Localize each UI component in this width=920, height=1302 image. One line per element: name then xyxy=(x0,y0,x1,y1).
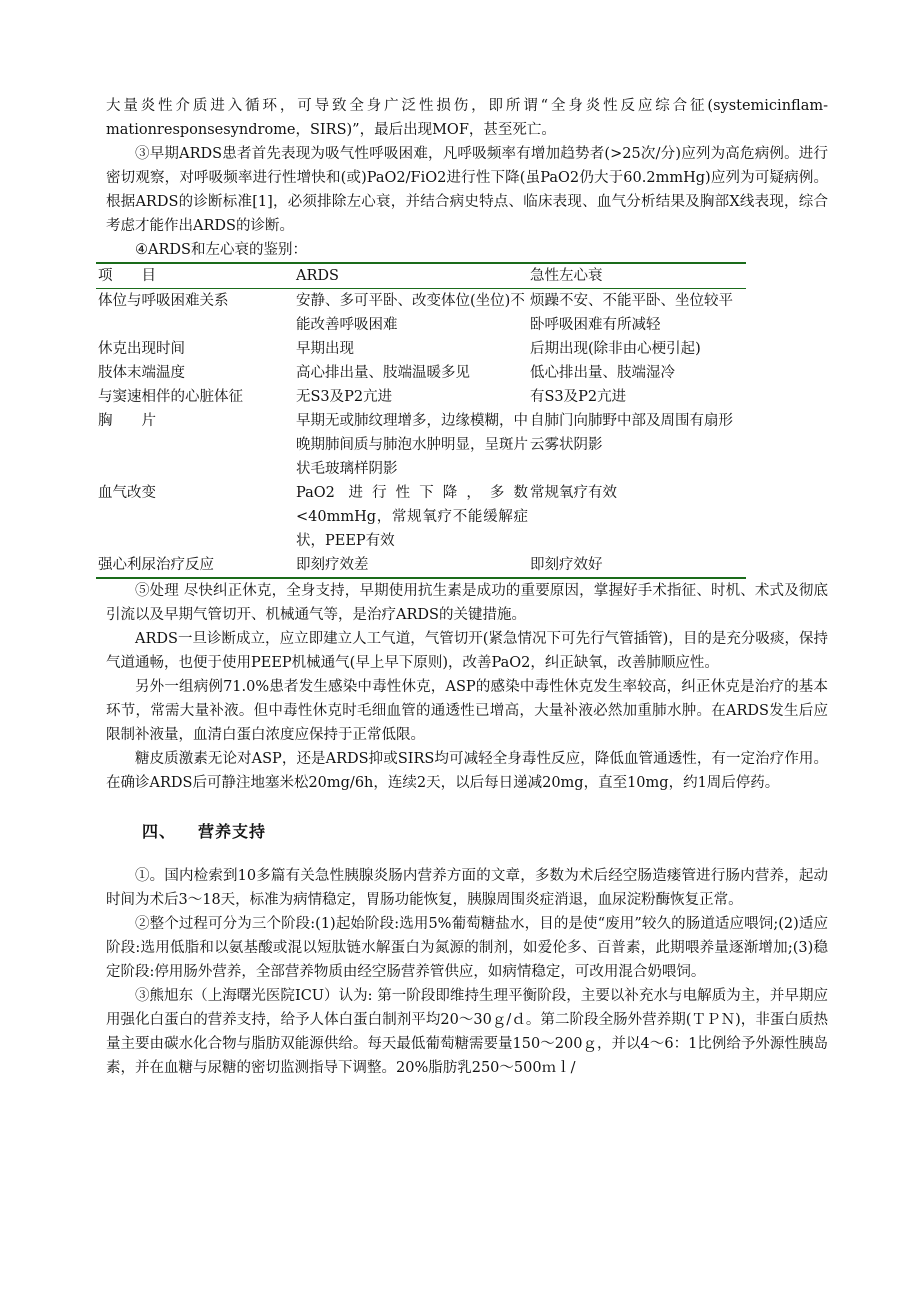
paragraph-three-stages: ②整个过程可分为三个阶段:(1)起始阶段:选用5%葡萄糖盐水，目的是使“废用”较久的肠道适应喂饲;(2)适应阶段:选用低脂和以氨基酸或混以短肽链水解蛋白为氮源的制剂，如爱伦多、百普素，此期喂养量逐渐增加;(3)稳定阶段:停用肠外营养，全部营养物质由经空肠营养管供应，如病情稳定，可改用混合奶喂饲。 xyxy=(106,916,828,980)
ards-cell: PaO2 进行性下降，多数<40mmHg，常规氧疗不能缓解症状，PEEP有效 xyxy=(296,485,528,549)
header-item: 项 目 xyxy=(96,263,294,289)
table-header-row xyxy=(96,263,746,289)
row-label: 血气改变 xyxy=(98,485,156,501)
paragraph-corticosteroid: 糖皮质激素无论对ASP，还是ARDS抑或SIRS均可减轻全身毒性反应，降低血管通透性，有一定治疗作用。在确诊ARDS后可静注地塞米松20mg/6h，连续2天，以后每日递减20mg，直至10mg，约1周后停药。 xyxy=(106,751,828,791)
ards-cell: 早期出现 xyxy=(296,341,354,357)
ards-vs-left-heart-failure-table xyxy=(96,262,746,579)
lhf-cell: 常规氧疗有效 xyxy=(530,485,617,501)
row-label: 胸 片 xyxy=(98,413,156,429)
table-row xyxy=(96,553,746,578)
header-ards: ARDS xyxy=(294,263,528,289)
row-label: 与窦速相伴的心脏体征 xyxy=(98,389,243,405)
row-label: 体位与呼吸困难关系 xyxy=(98,293,229,309)
ards-cell: 无S3及P2亢进 xyxy=(296,389,393,405)
lhf-cell: 低心排出量、肢端湿冷 xyxy=(530,365,675,381)
lhf-cell: 烦躁不安、不能平卧、坐位较平卧呼吸困难有所减轻 xyxy=(530,293,733,333)
paragraph-xiong-xudong: ③熊旭东（上海曙光医院ICU）认为: 第一阶段即维持生理平衡阶段，主要以补充水与电解质为主，并早期应用强化白蛋白的营养支持，给予人体白蛋白制剂平均20～30ｇ/ｄ。第二阶段全肠外营养期(ＴＰＮ)，非蛋白质热量主要由碳水化合物与脂肪双能源供给。每天最低葡萄糖需要量150～200ｇ，并以4～6：1比例给予外源性胰岛素，并在血糖与尿糖的密切监测指导下调整。20%脂肪乳250～500ｍｌ/ xyxy=(106,988,828,1076)
section-number: 四、 xyxy=(142,822,177,841)
paragraph-shock: 另外一组病例71.0%患者发生感染中毒性休克，ASP的感染中毒性休克发生率较高，纠正休克是治疗的基本环节，常需大量补液。但中毒性休克时毛细血管的通透性已增高，大量补液必然加重肺水肿。在ARDS发生后应限制补液量，血清白蛋白浓度应保持于正常低限。 xyxy=(106,679,828,743)
table-row xyxy=(96,289,746,338)
section-heading xyxy=(142,820,828,844)
table-row xyxy=(96,385,746,409)
paragraph-early-ards: ③早期ARDS患者首先表现为吸气性呼吸困难，凡呼吸频率有增加趋势者(>25次/分)应列为高危病例。进行密切观察，对呼吸频率进行性增快和(或)PaO2/FiO2进行性下降(虽PaO2仍大于60.2mmHg)应列为可疑病例。根据ARDS的诊断标准[1]，必须排除左心衰，并结合病史特点、临床表现、血气分析结果及胸部X线表现，综合考虑才能作出ARDS的诊断。 xyxy=(106,146,828,234)
table-row xyxy=(96,409,746,481)
paragraph-sirs: 大量炎性介质进入循环，可导致全身广泛性损伤，即所谓“全身炎性反应综合征(systemicinflam-mationresponsesyndrome，SIRS)”，最后出现MOF，甚至死亡。 xyxy=(106,98,828,138)
row-label: 肢体末端温度 xyxy=(98,365,185,381)
table-row xyxy=(96,361,746,385)
lhf-cell: 自肺门向肺野中部及周围有扇形云雾状阴影 xyxy=(530,413,733,453)
ards-cell: 早期无或肺纹理增多，边缘模糊，中晚期肺间质与肺泡水肿明显，呈斑片状毛玻璃样阴影 xyxy=(296,413,528,477)
table-row xyxy=(96,481,746,553)
document-page xyxy=(98,94,828,1080)
table-caption: ④ARDS和左心衰的鉴别： xyxy=(135,242,307,258)
lhf-cell: 有S3及P2亢进 xyxy=(530,389,627,405)
row-label: 休克出现时间 xyxy=(98,341,185,357)
paragraph-airway: ARDS一旦诊断成立，应立即建立人工气道，气管切开(紧急情况下可先行气管插管)，目的是充分吸痰，保持气道通畅，也便于使用PEEP机械通气(早上早下原则)，改善PaO2，纠正缺氧，改善肺顺应性。 xyxy=(106,631,828,671)
paragraph-treatment: ⑤处理 尽快纠正休克，全身支持，早期使用抗生素是成功的重要原因，掌握好手术指征、时机、术式及彻底引流以及早期气管切开、机械通气等，是治疗ARDS的关键措施。 xyxy=(106,583,828,623)
paragraph-enteral-nutrition: ①。国内检索到10多篇有关急性胰腺炎肠内营养方面的文章，多数为术后经空肠造瘘管进行肠内营养，起动时间为术后3～18天，标准为病情稳定，胃肠功能恢复，胰腺周围炎症消退，血尿淀粉酶恢复正常。 xyxy=(106,868,828,908)
ards-cell: 高心排出量、肢端温暖多见 xyxy=(296,365,470,381)
row-label: 强心利尿治疗反应 xyxy=(96,553,294,578)
table-row xyxy=(96,337,746,361)
header-left-heart-failure: 急性左心衰 xyxy=(528,263,746,289)
lhf-cell: 即刻疗效好 xyxy=(528,553,746,578)
ards-cell: 安静、多可平卧、改变体位(坐位)不能改善呼吸困难 xyxy=(296,293,525,333)
ards-cell: 即刻疗效差 xyxy=(294,553,528,578)
lhf-cell: 后期出现(除非由心梗引起) xyxy=(530,341,701,357)
section-title-text: 营养支持 xyxy=(198,822,267,841)
